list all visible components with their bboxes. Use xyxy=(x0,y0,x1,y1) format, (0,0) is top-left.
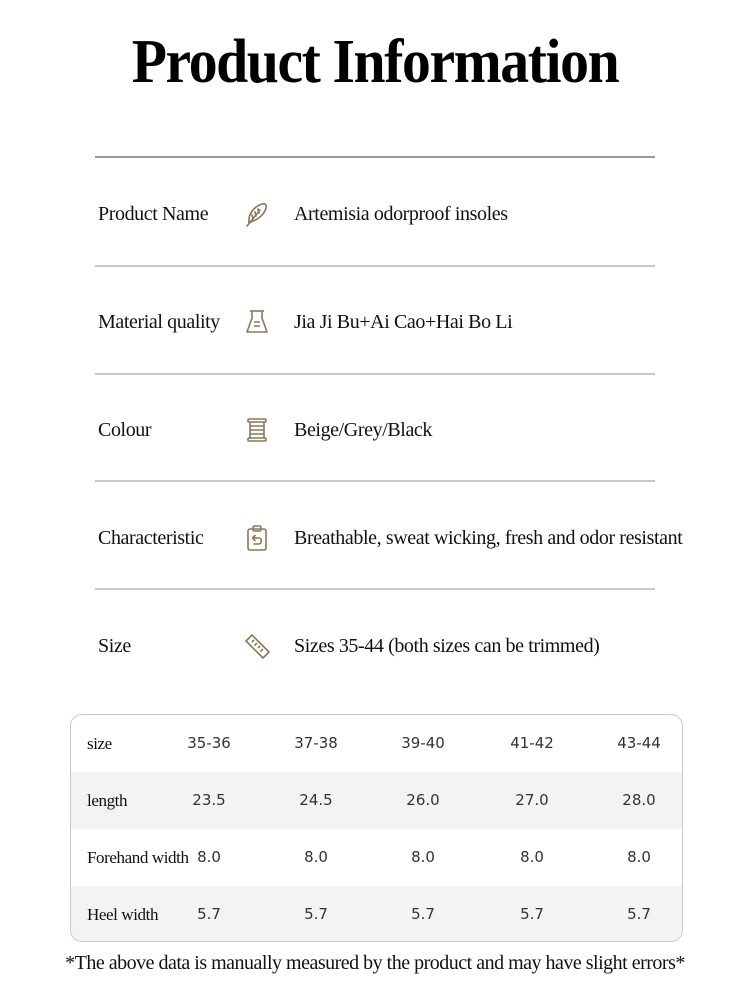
info-value: Beige/Grey/Black xyxy=(294,419,432,441)
table-cell: 5.7 xyxy=(411,905,435,923)
row-divider xyxy=(95,480,655,482)
top-divider xyxy=(95,156,655,158)
info-label: Characteristic xyxy=(98,527,204,549)
page-title: Product Information xyxy=(131,28,619,96)
table-cell: 27.0 xyxy=(515,791,549,809)
table-cell: 5.7 xyxy=(520,905,544,923)
info-row-product-name xyxy=(98,194,748,234)
feather-icon xyxy=(243,200,271,228)
row-divider xyxy=(95,588,655,590)
table-cell: 5.7 xyxy=(304,905,328,923)
header-label: size xyxy=(87,734,112,753)
table-cell: 8.0 xyxy=(627,848,651,866)
table-cell: 28.0 xyxy=(622,791,656,809)
header-cell: 41-42 xyxy=(510,734,554,752)
row-divider xyxy=(95,265,655,267)
table-cell: 26.0 xyxy=(406,791,440,809)
info-value: Breathable, sweat wicking, fresh and odor resistant xyxy=(294,527,683,549)
info-row-characteristic xyxy=(98,518,748,558)
clipboard-return-icon xyxy=(243,524,271,552)
row-label: Forehand width xyxy=(87,848,189,867)
row-divider xyxy=(95,373,655,375)
table-cell: 24.5 xyxy=(299,791,333,809)
info-label: Material quality xyxy=(98,311,220,333)
info-label: Product Name xyxy=(98,203,209,225)
info-label: Size xyxy=(98,635,131,657)
table-cell: 8.0 xyxy=(520,848,544,866)
info-value: Jia Ji Bu+Ai Cao+Hai Bo Li xyxy=(294,311,513,333)
header-cell: 43-44 xyxy=(617,734,661,752)
header-cell: 37-38 xyxy=(294,734,338,752)
info-value: Sizes 35-44 (both sizes can be trimmed) xyxy=(294,635,600,657)
thread-spool-icon xyxy=(243,416,271,444)
info-row-material-quality xyxy=(98,302,748,342)
row-label: length xyxy=(87,791,128,810)
table-row-forehand-width xyxy=(71,829,682,886)
info-label: Colour xyxy=(98,419,152,441)
table-cell: 8.0 xyxy=(197,848,221,866)
header-cell: 35-36 xyxy=(187,734,231,752)
table-cell: 5.7 xyxy=(627,905,651,923)
header-cell: 39-40 xyxy=(401,734,445,752)
table-cell: 5.7 xyxy=(197,905,221,923)
table-cell: 23.5 xyxy=(192,791,226,809)
info-row-size xyxy=(98,626,748,666)
flask-icon xyxy=(243,308,271,336)
table-cell: 8.0 xyxy=(304,848,328,866)
table-cell: 8.0 xyxy=(411,848,435,866)
ruler-icon xyxy=(243,632,271,660)
info-row-colour xyxy=(98,410,748,450)
size-table xyxy=(70,714,683,942)
table-row-length xyxy=(71,772,682,829)
row-label: Heel width xyxy=(87,905,159,924)
footnote: *The above data is manually measured by the product and may have slight errors* xyxy=(65,952,685,974)
table-row-heel-width xyxy=(71,886,682,942)
info-value: Artemisia odorproof insoles xyxy=(294,203,508,225)
size-table-header-row xyxy=(71,715,682,772)
